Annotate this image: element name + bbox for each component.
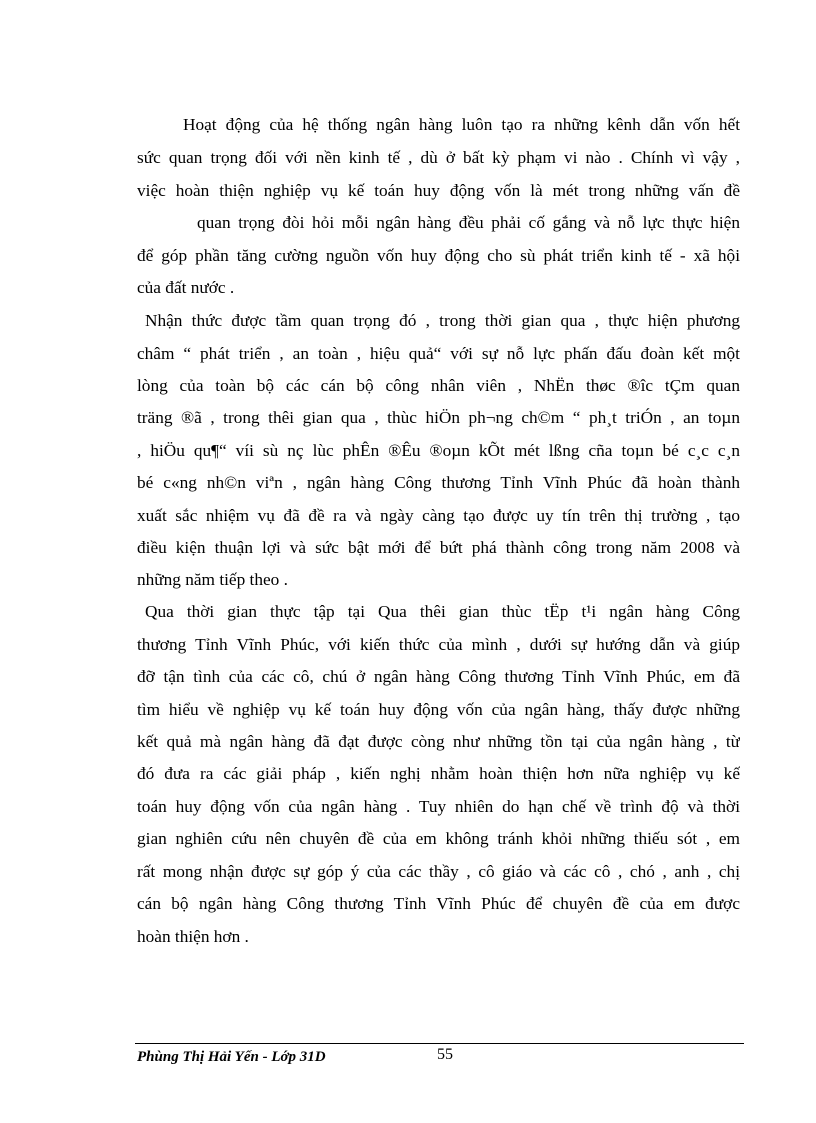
paragraph-line: điều kiện thuận lợi và sức bật mới để bứt phá thành công trong năm 2008 và	[137, 538, 740, 557]
paragraph-line: việc hoàn thiện nghiệp vụ kế toán huy động vốn là mét trong những vấn đề	[137, 181, 740, 200]
paragraph-line: hoàn thiện hơn .	[137, 927, 249, 946]
footer-divider	[135, 1043, 744, 1044]
paragraph-line: Nhận thức được tầm quan trọng đó , trong thời gian qua , thực hiện phương	[145, 311, 740, 330]
paragraph-line: châm “ phát triển , an toàn , hiệu quả“ với sự nỗ lực phấn đấu đoàn kết một	[137, 344, 740, 363]
paragraph-line: lòng của toàn bộ các cán bộ công nhân viên , NhËn thøc ®îc tÇm quan	[137, 376, 740, 395]
paragraph-line: toán huy động vốn của ngân hàng . Tuy nhiên do hạn chế về trình độ và thời	[137, 797, 740, 816]
page-number: 55	[437, 1046, 453, 1063]
paragraph-line: quan trọng đòi hỏi mỗi ngân hàng đều phải cố gắng và nỗ lực thực hiện	[197, 213, 740, 232]
paragraph-line: Hoạt động của hệ thống ngân hàng luôn tạo ra những kênh dẫn vốn hết	[183, 115, 740, 134]
paragraph-line: träng ®ã , trong thêi gian qua , thùc hiÖn ph¬ng ch©m “ ph¸t triÓn , an toµn	[137, 408, 740, 427]
footer-author: Phùng Thị Hải Yến - Lớp 31D	[137, 1049, 326, 1065]
paragraph-line: để góp phần tăng cường nguồn vốn huy động cho sù phát triển kinh tế - xã hội	[137, 246, 740, 265]
paragraph-line: gian nghiên cứu nên chuyên đề của em không tránh khỏi những thiếu sót , em	[137, 829, 740, 848]
paragraph-line: kết quả mà ngân hàng đã đạt được còng như những tồn tại của ngân hàng , từ	[137, 732, 740, 751]
paragraph-line: của đất nước .	[137, 278, 235, 297]
paragraph-line: Qua thời gian thực tập tại Qua thêi gian thùc tËp t¹i ngân hàng Công	[145, 602, 740, 621]
paragraph-line: thương Tỉnh Vĩnh Phúc, với kiến thức của mình , dưới sự hướng dẫn và giúp	[137, 635, 740, 654]
paragraph-line: xuất sắc nhiệm vụ đã đề ra và ngày càng tạo được uy tín trên thị trường , tạo	[137, 506, 740, 525]
paragraph-line: đỡ tận tình của các cô, chú ở ngân hàng Công thương Tỉnh Vĩnh Phúc, em đã	[137, 667, 740, 686]
paragraph-line: những năm tiếp theo .	[137, 570, 288, 589]
paragraph-line: cán bộ ngân hàng Công thương Tỉnh Vĩnh Phúc để chuyên đề của em được	[137, 894, 740, 913]
paragraph-line: , hiÖu qu¶“ víi sù nç lùc phÊn ®Êu ®oµn kÕt mét lßng cña toµn bé c¸c c¸n	[137, 441, 740, 460]
paragraph-line: rất mong nhận được sự góp ý của các thầy , cô giáo và các cô , chó , anh , chị	[137, 862, 740, 881]
paragraph-line: đó đưa ra các giải pháp , kiến nghị nhằm hoàn thiện hơn nữa nghiệp vụ kế	[137, 764, 740, 783]
paragraph-line: tìm hiểu về nghiệp vụ kế toán huy động vốn của ngân hàng, thấy được những	[137, 700, 740, 719]
paragraph-line: bé c«ng nh©n viªn , ngân hàng Công thương Tỉnh Vĩnh Phúc đã hoàn thành	[137, 473, 740, 492]
paragraph-line: sức quan trọng đối với nền kinh tế , dù ở bất kỳ phạm vi nào . Chính vì vậy ,	[137, 148, 740, 167]
